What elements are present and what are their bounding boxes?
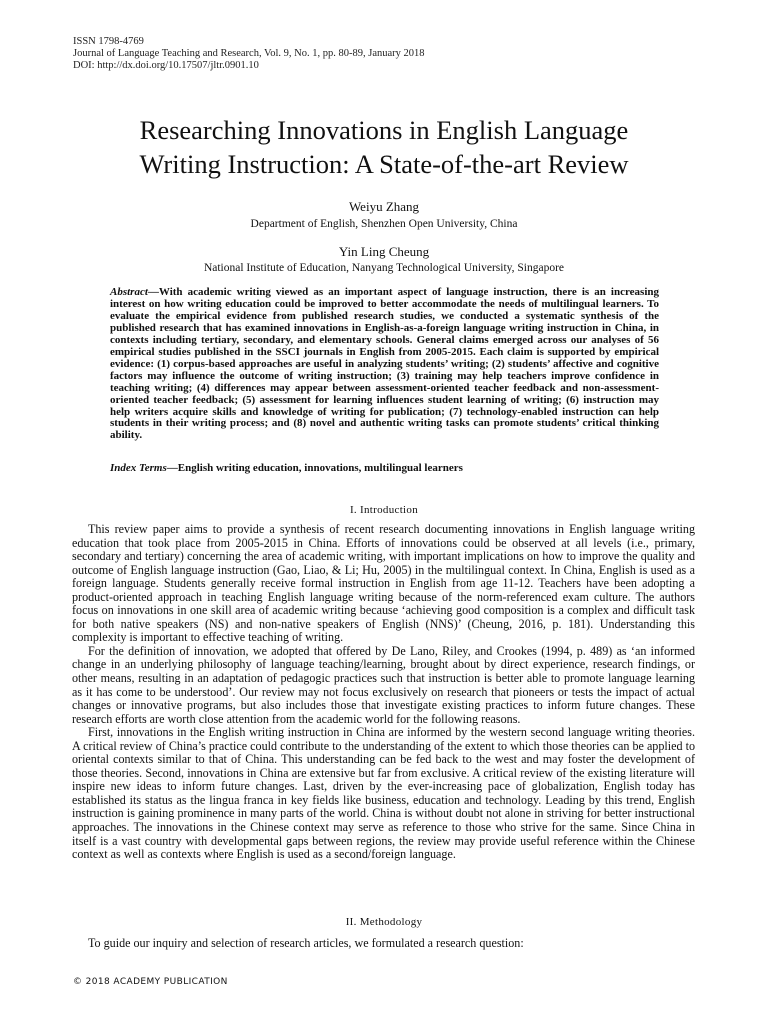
index-terms [110, 462, 659, 475]
intro-paragraph: For the definition of innovation, we adopted that offered by De Lano, Riley, and Crookes (1994, p. 489) as ‘an informed change in an underlying philosophy of language teaching/learning, brought about by direct experience, research findings, or other means, resulting in an adaptation of pedagogic practices such that instruction is better able to promote language learning as it has come to be understood’. Our review may not focus exclusively on research that pioneers or tests the impact of actual changes or innovative programs, but also includes those that investigate existing practices to inform future changes. These research efforts are worth close attention from the academic world for the following reasons. [72, 643, 695, 726]
author-affiliation-2: National Institute of Education, Nanyang Technological University, Singapore [203, 262, 565, 274]
author-name-2: Yin Ling Cheung [338, 244, 430, 259]
intro-paragraph: First, innovations in the English writing instruction in China are informed by the western second language writing theories. A critical review of China’s practice could contribute to the understanding of the extent to which those theories can be applied to oriental contexts similar to that of China. This understanding can be fed back to the west and may foster the development of those theories. Second, innovations in China are extensive but far from exclusive. A critical review of the existing literature will inspire new ideas to inform future changes. Last, driven by the ever-increasing pace of globalization, English today has established its status as the lingua franca in key fields like business, education and technology. Leading by this trend, English instruction is gaining prominence in many parts of the world. China is without doubt not alone in striving for better instructional approaches. The innovations in the Chinese context may serve as reference to those who strive for the same. Since China in itself is a vast country with developmental gaps between regions, the review may provide useful reference within the Chinese context as well as contexts where English is used as a second/foreign language. [72, 725, 695, 862]
author-affiliation-1: Department of English, Shenzhen Open University, China [250, 218, 518, 230]
index-terms-label: Index Terms [110, 462, 167, 474]
section-heading-introduction: I. Introduction [349, 504, 419, 516]
method-paragraph: To guide our inquiry and selection of research articles, we formulated a research question: [88, 936, 524, 950]
abstract-text: —With academic writing viewed as an important aspect of language instruction, there is an increasing interest on how writing education could be improved to better accommodate the needs of multilingual learners. To evaluate the empirical evidence from published research studies, we conducted a systematic synthesis of the published research that has examined innovations in English-as-a-foreign language writing instruction in China, in contexts including tertiary, secondary, and elementary schools. General claims emerged across our analyses of 56 empirical studies published in the SSCI journals in English from 2005-2015. Each claim is supported by empirical evidence: (1) corpus-based approaches are useful in analyzing students’ writing; (2) students’ affective and cognitive factors may influence the outcome of writing instruction; (3) training may help teachers improve confidence in teaching writing; (4) differences may appear between assessment-oriented teacher feedback and non-assessment-oriented teacher feedback; (5) assessment for learning influences student learning of writing; (6) instruction may help writers acquire skills and knowledge of writing for publication; (7) technology-enabled instruction can help students in their writing process; and (8) novel and authentic writing tasks can promote students’ critical thinking ability. [110, 286, 659, 442]
introduction-body [72, 523, 695, 862]
copyright-footer: © 2018 ACADEMY PUBLICATION [73, 977, 228, 987]
doi-link[interactable]: DOI: http://dx.doi.org/10.17507/jltr.0901.10 [73, 60, 259, 71]
journal-header [73, 36, 425, 72]
abstract-label: Abstract [110, 286, 148, 298]
journal-citation: Journal of Language Teaching and Research, Vol. 9, No. 1, pp. 80-89, January 2018 [73, 48, 425, 59]
section-heading-methodology: II. Methodology [345, 916, 423, 928]
title-line-2: Writing Instruction: A State-of-the-art Review [139, 149, 629, 179]
methodology-body [72, 937, 695, 951]
paper-title [60, 113, 708, 181]
index-terms-text: —English writing education, innovations, multilingual learners [166, 462, 463, 474]
abstract [110, 287, 659, 442]
title-line-1: Researching Innovations in English Language [139, 115, 629, 145]
intro-paragraph: This review paper aims to provide a synthesis of recent research documenting innovations in English language writing education that took place from 2005-2015 in China. Efforts of innovations could be observed at all levels (i.e., primary, secondary and tertiary) concerning the area of academic writing, with important implications on how to improve the quality and outcome of English language instruction (Gao, Liao, & Li; Hu, 2005) in the multilingual context. In China, English is used as a foreign language. Students generally receive formal instruction in English from age 11-12. Teachers have been adopting a product-oriented approach in teaching English language writing because of the norm-referenced exam culture. The authors focus on innovations in one skill area of academic writing because ‘achieving good composition is a complex and difficult task for both native speakers (NS) and non-native speakers of English (NNS)’ (Cheung, 2016, p. 181). Understanding this complexity is important to effective teaching of writing. [72, 522, 695, 645]
issn: ISSN 1798-4769 [73, 36, 144, 47]
author-name-1: Weiyu Zhang [348, 199, 420, 214]
